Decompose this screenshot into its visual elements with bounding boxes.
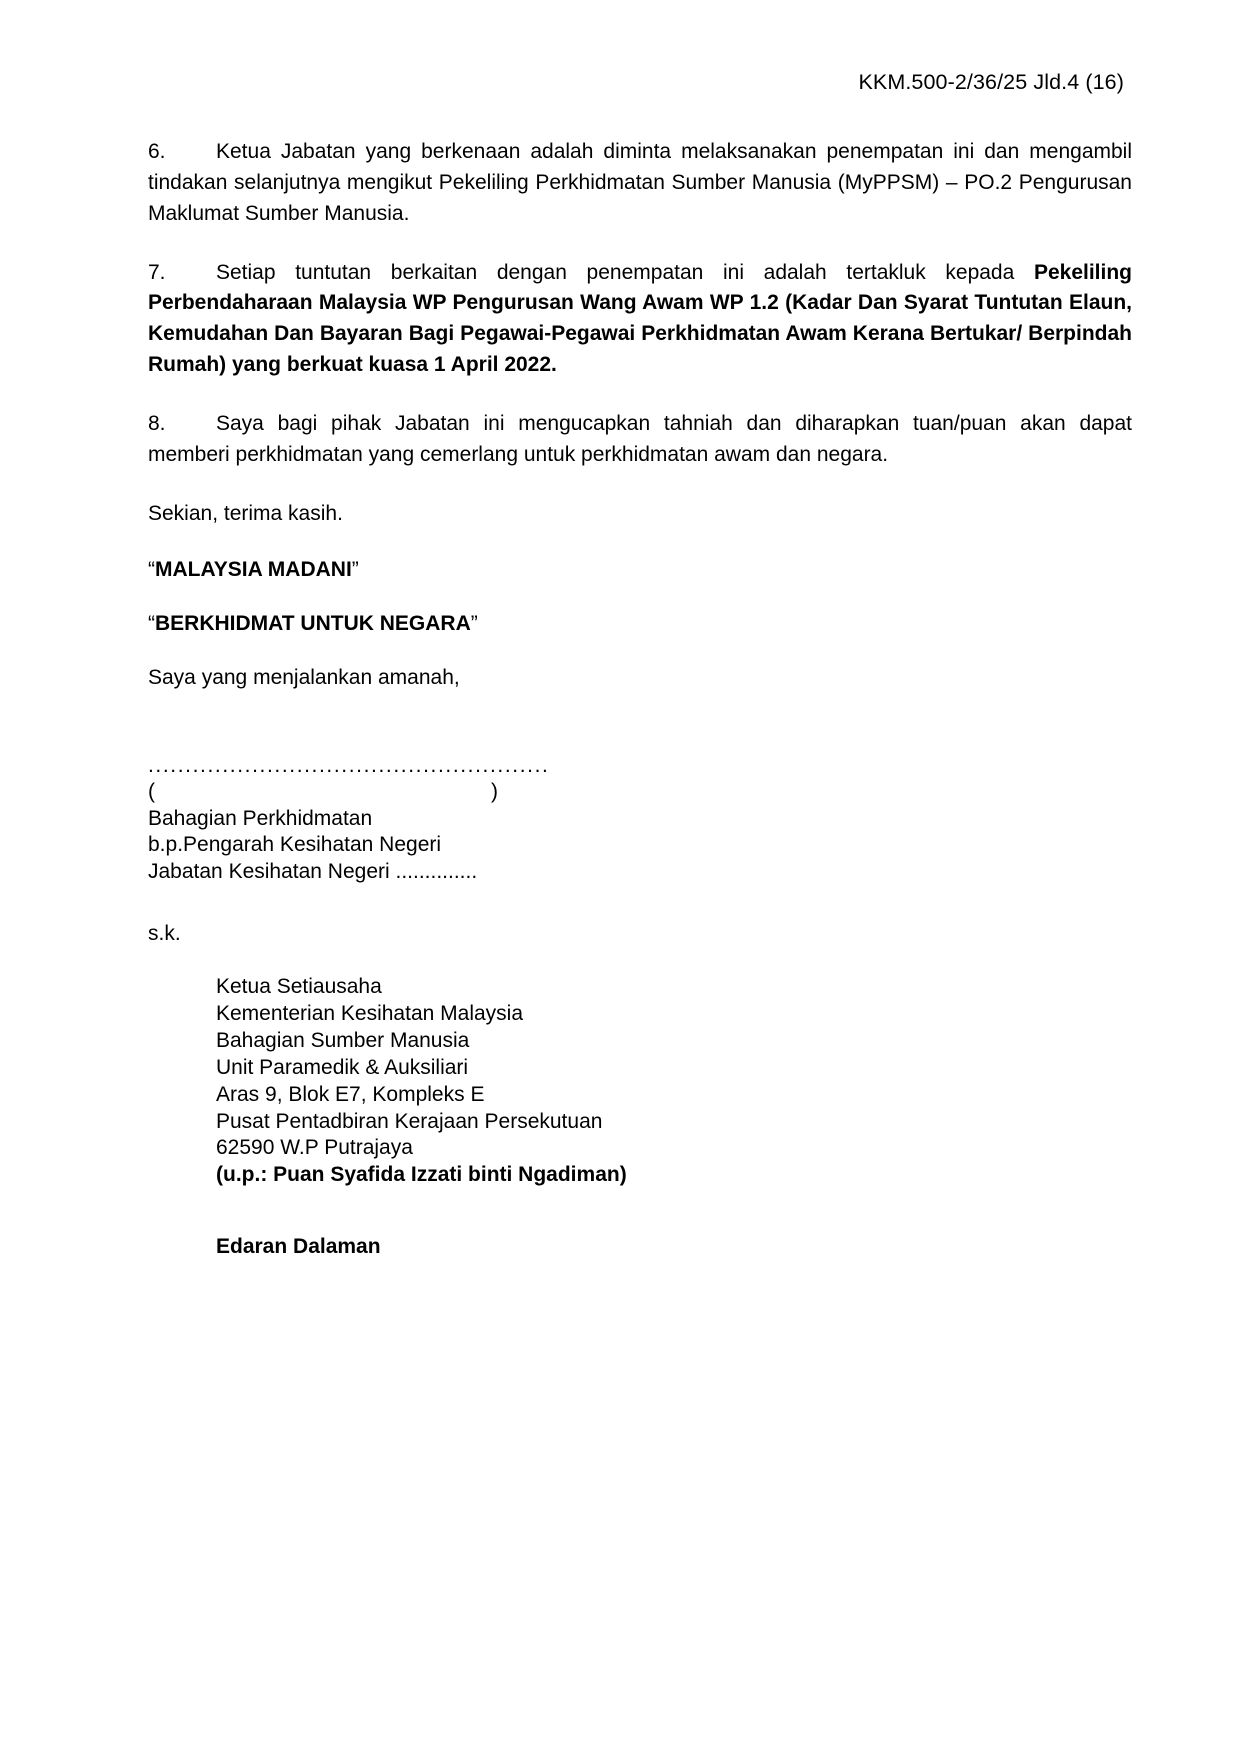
- signature-name-parentheses: [148, 779, 498, 806]
- paragraph-8-number: 8.: [148, 412, 166, 436]
- reference-number: KKM.500-2/36/25 Jld.4 (16): [858, 70, 1124, 94]
- paragraph-8-text: Saya bagi pihak Jabatan ini mengucapkan tahniah dan diharapkan tuan/puan akan dapat memberi perkhidmatan yang cemerlang untuk perkhidmatan awam dan negara.: [148, 412, 1132, 466]
- paragraph-8: [148, 409, 1132, 471]
- quote-open-1: “: [148, 557, 155, 581]
- paren-close: ): [491, 779, 498, 803]
- slogan-berkhidmat-text: BERKHIDMAT UNTUK NEGARA: [155, 611, 471, 635]
- signature-block: [148, 779, 1132, 887]
- internal-circulation-label: Edaran Dalaman: [216, 1235, 381, 1259]
- paren-open: (: [148, 779, 155, 803]
- cc-address-line: Kementerian Kesihatan Malaysia: [216, 1002, 524, 1026]
- paragraph-7-bold-text: Pekeliling Perbendaharaan Malaysia WP Pengurusan Wang Awam WP 1.2 (Kadar Dan Syarat Tuntutan Elaun, Kemudahan Dan Bayaran Bagi Pegawai-Pegawai Perkhidmatan Awam Kerana Bertukar/ Berpindah Rumah) yang berkuat kuasa 1 April 2022.: [148, 260, 1132, 377]
- signature-dotted-line: ......................................................: [148, 753, 550, 777]
- signature-line-1: Bahagian Perkhidmatan: [148, 806, 373, 830]
- cc-address-block: [216, 974, 1132, 1189]
- cc-address-line: Pusat Pentadbiran Kerajaan Persekutuan: [216, 1109, 603, 1133]
- cc-attention-line: (u.p.: Puan Syafida Izzati binti Ngadiman): [216, 1163, 627, 1187]
- slogan-malaysia-madani-text: MALAYSIA MADANI: [155, 557, 352, 581]
- cc-address-line: 62590 W.P Putrajaya: [216, 1136, 413, 1160]
- paragraph-7-number: 7.: [148, 260, 166, 284]
- signature-line-2: b.p.Pengarah Kesihatan Negeri: [148, 833, 442, 857]
- paragraph-6-text: Ketua Jabatan yang berkenaan adalah diminta melaksanakan penempatan ini dan mengambil tindakan selanjutnya mengikut Pekeliling Perkhidmatan Sumber Manusia (MyPPSM) – PO.2 Pengurusan Maklumat Sumber Manusia.: [148, 140, 1132, 225]
- paragraph-7: [148, 258, 1132, 381]
- paragraph-6-number: 6.: [148, 140, 166, 163]
- quote-close-1: ”: [351, 557, 359, 581]
- paragraph-6: [148, 137, 1132, 230]
- signature-line-3: Jabatan Kesihatan Negeri ..............: [148, 860, 478, 884]
- slogan-berkhidmat-untuk-negara: [148, 612, 1132, 636]
- signature-intro: Saya yang menjalankan amanah,: [148, 665, 460, 689]
- cc-label: s.k.: [148, 922, 181, 946]
- cc-address-line: Ketua Setiausaha: [216, 975, 382, 999]
- closing-thanks: Sekian, terima kasih.: [148, 501, 343, 525]
- cc-address-line: Aras 9, Blok E7, Kompleks E: [216, 1082, 485, 1106]
- cc-address-line: Bahagian Sumber Manusia: [216, 1028, 470, 1052]
- cc-address-line: Unit Paramedik & Auksiliari: [216, 1055, 469, 1079]
- paragraph-7-lead-text: Setiap tuntutan berkaitan dengan penempatan ini adalah tertakluk kepada: [216, 260, 1034, 284]
- quote-close-2: ”: [470, 611, 478, 635]
- quote-open-2: “: [148, 611, 155, 635]
- slogan-malaysia-madani: [148, 558, 1132, 582]
